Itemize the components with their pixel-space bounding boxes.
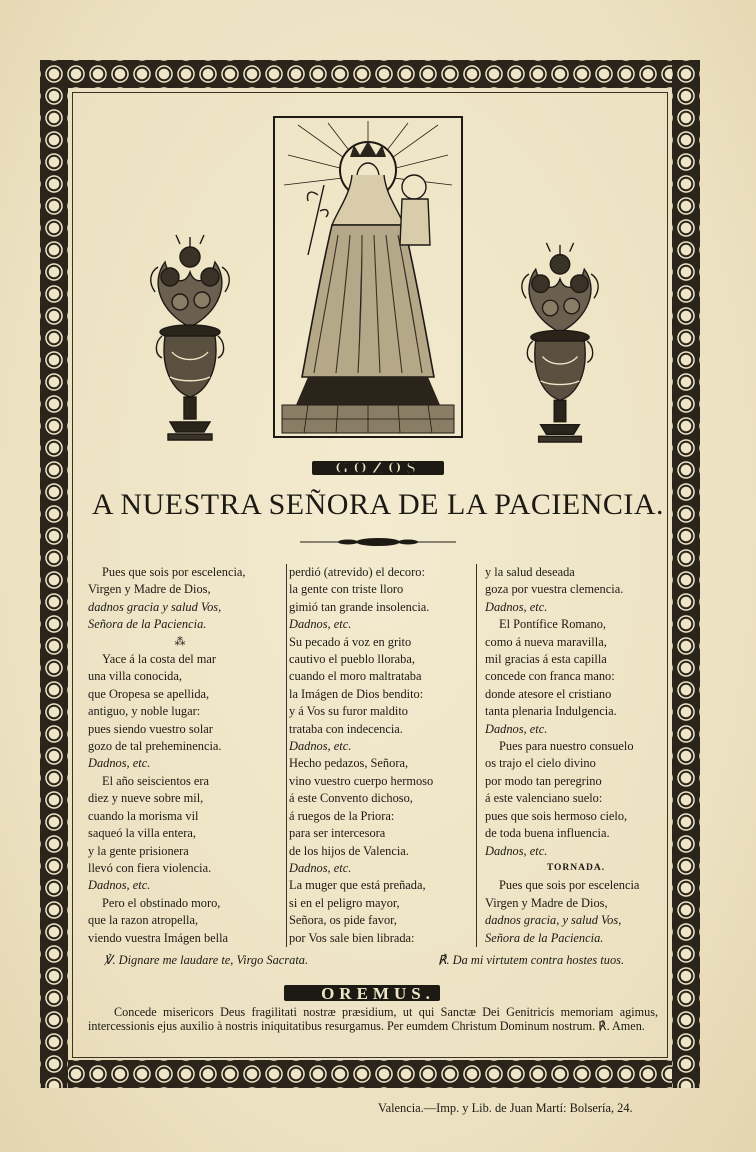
verse-line: que la razon atropella, <box>88 913 199 928</box>
verse-line: Virgen y Madre de Dios, <box>485 895 608 910</box>
verse-line: Pues para nuestro consuelo <box>499 739 634 754</box>
title-rule-ornament <box>300 536 456 548</box>
page-title: A NUESTRA SEÑORA DE LA PACIENCIA. <box>91 488 665 521</box>
verse-line: antiguo, y noble lugar: <box>88 704 201 719</box>
verse-line: viendo vuestra Imágen bella <box>88 930 229 945</box>
verse-line: diez y nueve sobre mil, <box>88 791 204 806</box>
verse-line: y la salud deseada <box>485 565 575 579</box>
left-flower-vase-engraving <box>140 232 240 444</box>
border-right <box>672 60 700 1088</box>
verse-line: El Pontífice Romano, <box>499 617 607 632</box>
verse-line: que Oropesa se apellida, <box>88 686 210 701</box>
verse-line: dadnos gracia y salud Vos, <box>88 599 222 614</box>
verse-line: de toda buena influencia. <box>485 826 610 841</box>
verse-line: Pues que sois por escelencia, <box>102 565 246 579</box>
virgin-and-child-engraving <box>268 115 468 439</box>
oremus-prayer: Concede misericors Deus fragilitati nostræ præsidium, ut qui Sanctæ Dei Genitricis memoriam agimus, intercessionis ejus auxilio à nostris iniquitatibus resurgamus. Per eumdem Christum Dominum nostrum. ℟. Amen. <box>88 1005 658 1033</box>
verse-line: Pero el obstinado moro, <box>102 895 221 910</box>
verse-line: dadnos gracia, y salud Vos, <box>485 913 622 928</box>
refrain-line: Dadnos, etc. <box>485 843 548 858</box>
verse-line: de los hijos de Valencia. <box>289 843 409 858</box>
refrain-line: Dadnos, etc. <box>88 878 151 893</box>
verse-line: os trajo el cielo divino <box>485 756 596 771</box>
border-top <box>40 60 700 88</box>
verse-line: Yace á la costa del mar <box>102 652 216 667</box>
verse-line: por modo tan peregrino <box>485 773 602 788</box>
verse-line: y á Vos su furor maldito <box>289 704 408 719</box>
verse-line: si en el peligro mayor, <box>289 895 400 910</box>
refrain-line: Dadnos, etc. <box>289 617 352 632</box>
verse-line: perdió (atrevido) el decoro: <box>289 565 425 579</box>
refrain-line: Dadnos, etc. <box>289 860 352 875</box>
border-bottom <box>40 1060 700 1088</box>
verse-line: donde atesore el cristiano <box>485 686 612 701</box>
response-line: ℟. Da mi virtutem contra hostes tuos. <box>438 953 625 967</box>
verse-line: trataba con indecencia. <box>289 721 403 736</box>
verse-line: saqueó la villa entera, <box>88 826 197 841</box>
verse-line: pues que sois hermoso cielo, <box>485 808 628 823</box>
verse-column-3 <box>476 564 667 947</box>
border-left <box>40 60 68 1088</box>
verse-line: para ser intercesora <box>289 826 386 841</box>
verse-line: Virgen y Madre de Dios, <box>88 582 211 597</box>
verse-line: Pues que sois por escelencia <box>499 878 640 893</box>
verse-line: á ruegos de la Priora: <box>289 808 395 823</box>
verse-line: goza por vuestra clemencia. <box>485 582 624 597</box>
refrain-line: Dadnos, etc. <box>485 721 548 736</box>
verse-line: á este valenciano suelo: <box>485 791 603 806</box>
verse-line: El año seiscientos era <box>102 773 210 788</box>
stanza-separator: ⁂ <box>174 635 188 648</box>
oremus-heading: OREMUS. <box>321 984 435 1003</box>
verse-line: Hecho pedazos, Señora, <box>289 756 409 771</box>
verse-line: cuando la morisma vil <box>88 808 199 823</box>
verse-line: una villa conocida, <box>88 669 182 684</box>
verse-line: cautivo el pueblo lloraba, <box>289 652 415 667</box>
printer-imprint: Valencia.—Imp. y Lib. de Juan Martí: Bolsería, 24. <box>378 1101 633 1115</box>
verse-line: Señora, os pide favor, <box>289 913 397 928</box>
verse-line: Su pecado á voz en grito <box>289 634 412 649</box>
refrain-line: Dadnos, etc. <box>88 756 151 771</box>
verse-line: á este Convento dichoso, <box>289 791 413 806</box>
verse-line: vino vuestro cuerpo hermoso <box>289 773 434 788</box>
verse-line: concede con franca mano: <box>485 669 615 684</box>
verse-line: pues siendo vuestro solar <box>88 721 213 736</box>
verse-line: gozo de tal preheminencia. <box>88 739 222 754</box>
verse-line: la gente con triste lloro <box>289 582 404 597</box>
verse-line: Señora de la Paciencia. <box>88 617 207 632</box>
verse-line: por Vos sale bien librada: <box>289 930 415 945</box>
verse-line: llevó con fiera violencia. <box>88 860 212 875</box>
tornada-heading: TORNADA. <box>546 862 606 873</box>
verse-line: mil gracias á esta capilla <box>485 652 607 667</box>
versicle-line: ℣. Dignare me laudare te, Virgo Sacrata. <box>104 953 309 967</box>
verse-line: y la gente prisionera <box>88 843 189 858</box>
right-flower-vase-engraving <box>510 240 610 446</box>
verse-line: como á nueva maravilla, <box>485 634 607 649</box>
verse-line: tanta plenaria Indulgencia. <box>485 704 617 719</box>
refrain-line: Dadnos, etc. <box>289 739 352 754</box>
verse-line: La muger que está preñada, <box>289 878 426 893</box>
refrain-line: Dadnos, etc. <box>485 599 548 614</box>
verse-column-2 <box>286 564 473 947</box>
verse-column-1 <box>88 564 274 947</box>
verse-line: gimió tan grande insolencia. <box>289 599 430 614</box>
verse-line: Señora de la Paciencia. <box>485 930 604 945</box>
gozos-heading: GOZOS <box>335 458 421 477</box>
verse-line: cuando el moro maltrataba <box>289 669 422 684</box>
verse-line: la Imágen de Dios bendito: <box>289 686 424 701</box>
